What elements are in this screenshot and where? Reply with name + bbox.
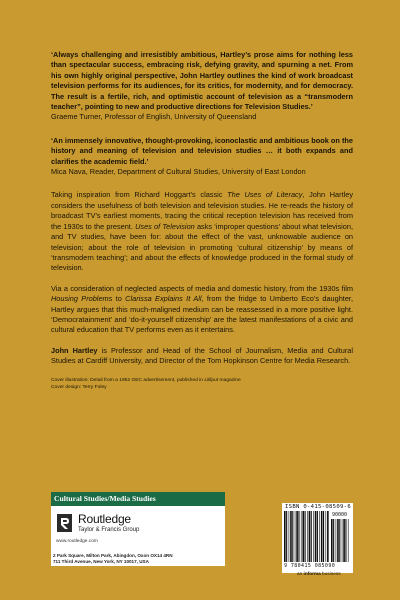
routledge-logo-icon [57,514,72,532]
author-bio: John Hartley is Professor and Head of the School of Journalism, Media and Cultural Studies at Cardiff University, and Director of the Tom Hopkinson Centre for Media Research. [51,345,354,366]
publisher-address-uk: 2 Park Square, Milton Park, Abingdon, Oxon OX14 4RN [53,553,173,558]
isbn-price-addon: 90000 [332,512,348,518]
quote-attribution-2: Mica Nava, Reader, Department of Cultural Studies, University of East London [51,167,306,177]
cover-text [51,50,353,391]
cover-design-credit: Cover design: Terry Foley [51,384,107,390]
review-quote-1: ‘Always challenging and irresistibly ambitious, Hartley’s prose aims for nothing less than spectacular success, embracing risk, defying gravity, and spurning a net. From his own highly original perspective, John Hartley outlines the kind of work broadcast television performs for its audiences, for its critics, for modernity, and for democracy. The result is a fertile, rich, and optimistic account of television as a “transmodern teacher”, pointing to new and productive directions for Television Studies.’ [51,50,353,112]
addon-barcode-icon [331,519,351,562]
isbn-barcode [282,503,353,573]
review-quote-2: ‘An immensely innovative, thought-provoking, iconoclastic and ambitious book on the history and meaning of television and television studies … it both expands and clarifies the academic field.’ [51,135,353,166]
ean-digits: 9 780415 085090 [284,563,336,569]
description-paragraph-1: Taking inspiration from Richard Hoggart’s classic The Uses of Literacy, John Hartley considers the usefulness of both television and television studies. He re-reads the history of broadcast TV’s earliest moments, tracing the critical reception television has received from the 1930s to the present. Uses of Television asks ‘improper questions’ about what television, and TV studies, have been for: about the effect of the vast, unknowable audience on television; about the role of television in promoting ‘cultural citizenship’ by means of ‘transmodern teaching’; and about the effects of knowledge produced in the formal study of television. [51,190,354,273]
publisher-block [51,506,225,566]
publisher-address-us: 711 Third Avenue, New York, NY 10017, USA [53,559,149,564]
subject-category-bar: Cultural Studies/Media Studies [51,492,225,506]
informa-business-tag: an informa business [297,571,341,576]
isbn-number: ISBN 0-415-08509-6 [285,504,352,510]
cover-illustration-credit: Cover illustration: Detail from a 1952 GEC advertisement, published in Lilliput magazine [51,377,241,383]
barcode-bars-icon [284,511,330,562]
publisher-url[interactable]: www.routledge.com [56,539,98,544]
publisher-name: Routledge [78,512,131,526]
description-paragraph-2: Via a consideration of neglected aspects of media and domestic history, from the 1930s film Housing Problems to Clarissa Explains It All, from the fridge to Umberto Eco’s daughter, Hartley argues that this much-maligned medium can be reassessed in a more positive light. ‘Democratainment’ and ‘do-it-yourself citizenship’ are the latest manifestations of a civic and cultural education that TV performs even as it entertains. [51,283,353,335]
author-name: John Hartley [51,345,98,355]
quote-attribution-1: Graeme Turner, Professor of English, University of Queensland [51,112,257,122]
publisher-group: Taylor & Francis Group [78,527,140,533]
